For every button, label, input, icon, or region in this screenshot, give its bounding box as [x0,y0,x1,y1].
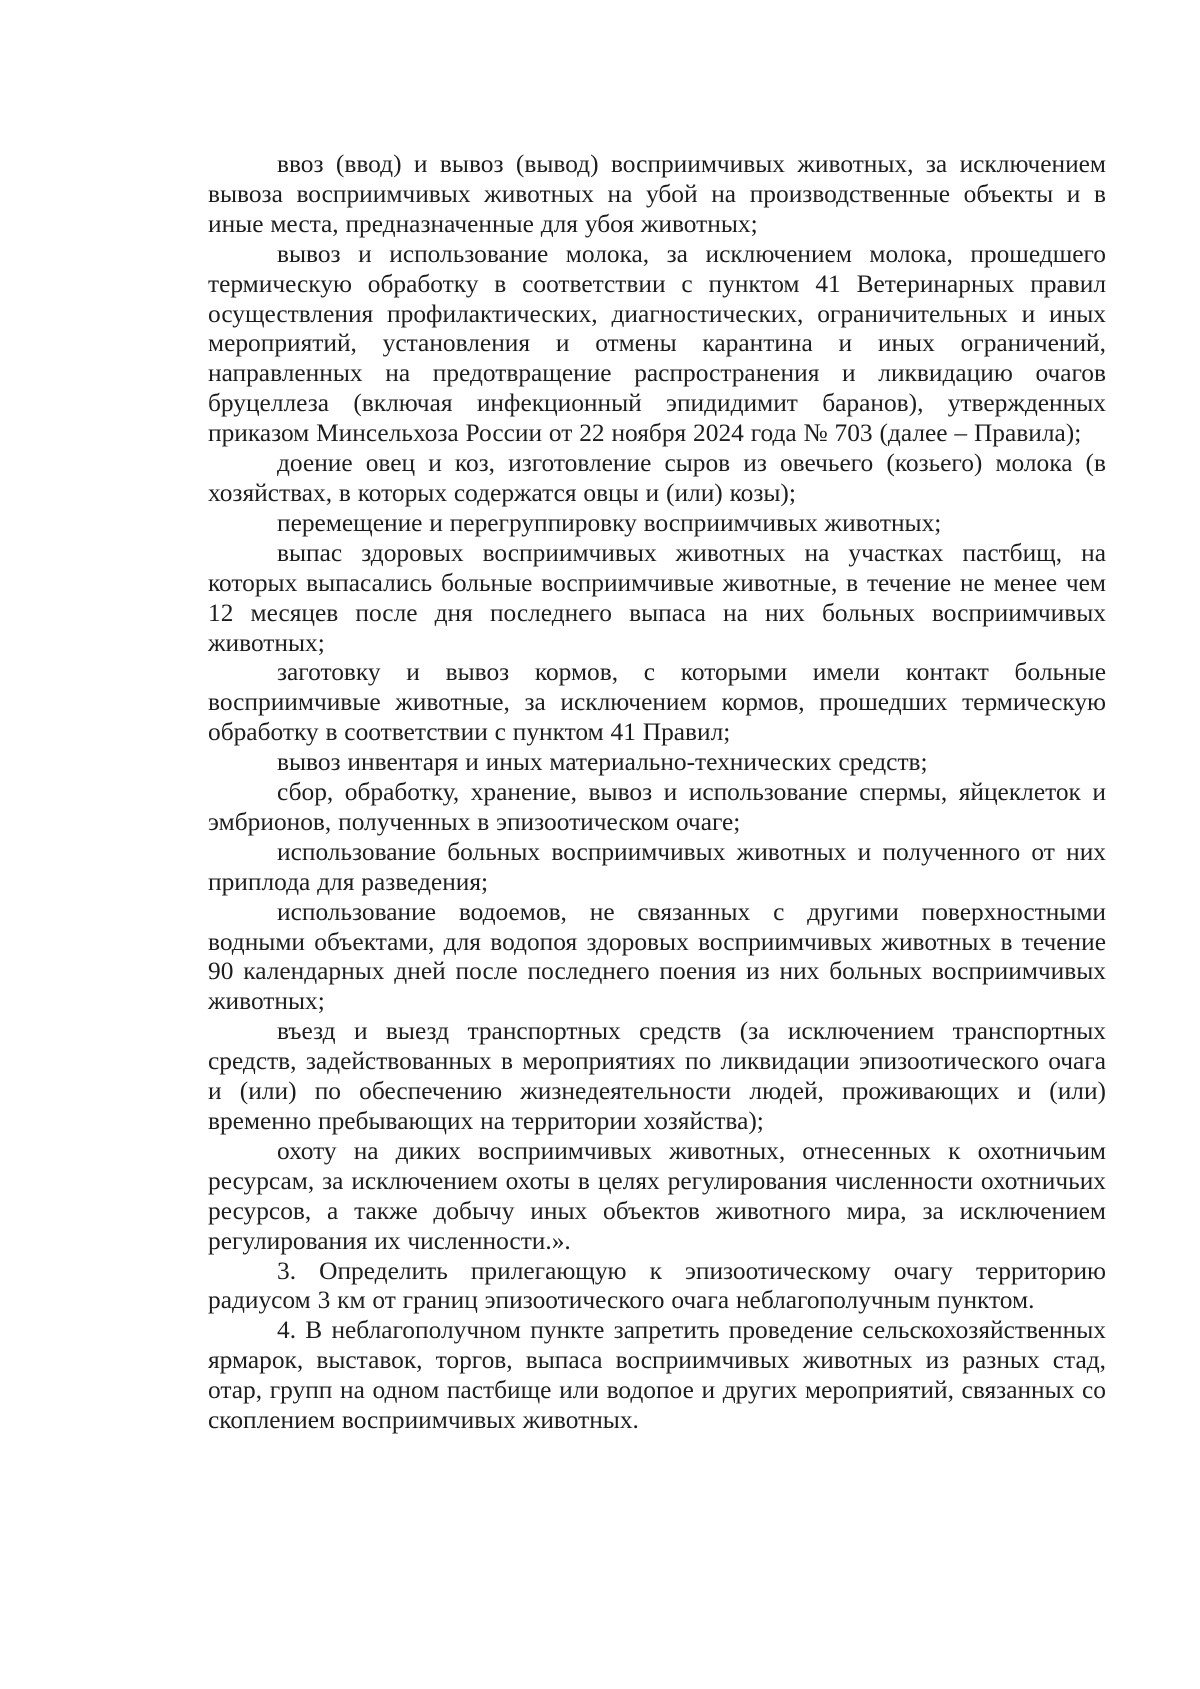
paragraph-inventory: вывоз инвентаря и иных материально-технических средств; [277,748,928,777]
paragraph-import-export: ввоз (ввод) и вывоз (вывод) восприимчивых животных, за исключением вывоза восприимчивых животных на убой на производственные объекты и в иные места, предназначенные для убоя животных; [208,150,1106,238]
paragraph-item-4: 4. В неблагополучном пункте запретить проведение сельскохозяйственных ярмарок, выставок, торгов, выпаса восприимчивых животных из разных стад, отар, групп на одном пастбище или водопое и других мероприятий, связанных со скоплением восприимчивых животных. [208,1316,1106,1435]
paragraph-regrouping: перемещение и перегруппировку восприимчивых животных; [277,508,942,537]
document-body [208,150,1106,1436]
paragraph-sperm-embryos: сбор, обработку, хранение, вывоз и использование спермы, яйцеклеток и эмбрионов, полученных в эпизоотическом очаге; [208,778,1106,836]
paragraph-feed: заготовку и вывоз кормов, с которыми имели контакт больные восприимчивые животные, за исключением кормов, прошедших термическую обработку в соответствии с пунктом 41 Правил; [208,658,1106,747]
paragraph-breeding: использование больных восприимчивых животных и полученного от них приплода для разведения; [208,837,1106,896]
paragraph-milking: доение овец и коз, изготовление сыров из овечьего (козьего) молока (в хозяйствах, в которых содержатся овцы и (или) козы); [208,449,1106,507]
paragraph-vehicles: въезд и выезд транспортных средств (за исключением транспортных средств, задействованных в мероприятиях по ликвидации эпизоотического очага и (или) по обеспечению жизнедеятельности людей, проживающих и (или) временно пребывающих на территории хозяйства); [208,1017,1106,1135]
paragraph-item-3: 3. Определить прилегающую к эпизоотическому очагу территорию радиусом 3 км от границ эпизоотического очага неблагополучным пунктом. [208,1256,1106,1315]
paragraph-water-bodies: использование водоемов, не связанных с другими поверхностными водными объектами, для водопоя здоровых восприимчивых животных в течение 90 календарных дней после последнего поения из них больных восприимчивых животных; [208,897,1106,1016]
paragraph-hunting: охоту на диких восприимчивых животных, отнесенных к охотничьим ресурсам, за исключением охоты в целях регулирования численности охотничьих ресурсов, а также добычу иных объектов животного мира, за исключением регулирования их численности.». [208,1136,1106,1255]
paragraph-grazing: выпас здоровых восприимчивых животных на участках пастбищ, на которых выпасались больные восприимчивые животные, в течение не менее чем 12 месяцев после дня последнего выпаса на них больных восприимчивых животных; [208,538,1106,657]
paragraph-milk: вывоз и использование молока, за исключением молока, прошедшего термическую обработку в соответствии с пунктом 41 Ветеринарных правил осуществления профилактических, диагностических, ограничительных и иных мероприятий, установления и отмены карантина и иных ограничений, направленных на предотвращение распространения и ликвидацию очагов бруцеллеза (включая инфекционный эпидидимит баранов), утвержденных приказом Минсельхоза России от 22 ноября 2024 года № 703 (далее – Правила); [208,239,1106,448]
